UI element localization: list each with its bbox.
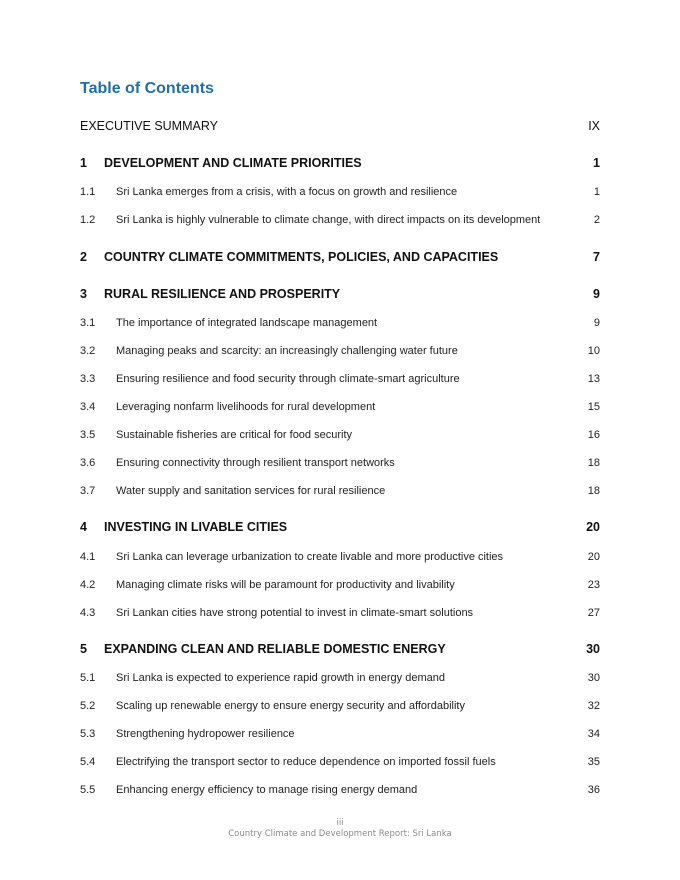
toc-chapter-number: 3 (80, 287, 87, 301)
toc-section-number: 3.1 (80, 317, 96, 329)
toc-section-page: 32 (587, 700, 600, 712)
toc-section-page: 20 (587, 551, 600, 563)
toc-section-number: 3.7 (80, 485, 96, 497)
toc-section-page: 35 (587, 756, 600, 768)
toc-section-label: Ensuring resilience and food security through climate-smart agriculture (116, 373, 460, 385)
toc-chapter-number: 4 (80, 520, 87, 534)
toc-section-number: 4.3 (80, 607, 96, 619)
toc-section-label: Managing climate risks will be paramount for productivity and livability (116, 579, 455, 591)
toc-chapter-page: 20 (586, 520, 600, 534)
toc-section-page: 23 (587, 579, 600, 591)
toc-section-page: 30 (587, 672, 600, 684)
toc-section-page: 27 (587, 607, 600, 619)
toc-section-number: 3.5 (80, 429, 96, 441)
toc-section-label: Scaling up renewable energy to ensure energy security and affordability (116, 700, 465, 712)
toc-section-label: The importance of integrated landscape management (116, 317, 378, 329)
toc-section-page: 36 (587, 784, 600, 796)
toc-chapter-label: COUNTRY CLIMATE COMMITMENTS, POLICIES, AND CAPACITIES (104, 250, 499, 264)
toc-section-number: 3.4 (80, 401, 96, 413)
toc-section-number: 5.1 (80, 672, 96, 684)
toc-section-label: Sri Lanka can leverage urbanization to create livable and more productive cities (116, 551, 504, 563)
toc-section-page: 18 (587, 485, 600, 497)
toc-section-number: 3.6 (80, 457, 96, 469)
toc-entry-label: EXECUTIVE SUMMARY (80, 119, 218, 133)
toc-chapter-label: DEVELOPMENT AND CLIMATE PRIORITIES (104, 156, 362, 170)
toc-section-label: Sri Lanka emerges from a crisis, with a focus on growth and resilience (116, 186, 458, 198)
toc-section-page: 15 (587, 401, 600, 413)
toc-section-label: Enhancing energy efficiency to manage rising energy demand (116, 784, 418, 796)
toc-chapter-label: EXPANDING CLEAN AND RELIABLE DOMESTIC ENERGY (104, 642, 446, 656)
toc-chapter-label: RURAL RESILIENCE AND PROSPERITY (104, 287, 341, 301)
toc-section-number: 3.2 (80, 345, 96, 357)
toc-section-number: 5.4 (80, 756, 96, 768)
toc-section-page: 1 (593, 186, 600, 198)
toc-section-page: 16 (587, 429, 600, 441)
toc-chapter-page: 7 (593, 250, 600, 264)
toc-section-number: 1.1 (80, 186, 96, 198)
toc-chapter-number: 2 (80, 250, 87, 264)
toc-section-number: 5.2 (80, 700, 96, 712)
footer-report-title: Country Climate and Development Report: Sri Lanka (228, 829, 452, 839)
toc-section-page: 2 (593, 214, 600, 226)
page-title: Table of Contents (80, 80, 214, 97)
toc-section-number: 5.3 (80, 728, 96, 740)
toc-section-number: 4.1 (80, 551, 96, 563)
toc-section-label: Ensuring connectivity through resilient transport networks (116, 457, 395, 469)
toc-chapter-label: INVESTING IN LIVABLE CITIES (104, 520, 288, 534)
toc-section-number: 1.2 (80, 214, 96, 226)
toc-section-label: Sri Lanka is highly vulnerable to climate change, with direct impacts on its development (116, 214, 541, 226)
toc-section-page: 9 (593, 317, 600, 329)
toc-section-label: Sustainable fisheries are critical for food security (116, 429, 352, 441)
toc-chapter-page: 1 (593, 156, 600, 170)
toc-section-label: Water supply and sanitation services for rural resilience (116, 485, 386, 497)
toc-section-label: Leveraging nonfarm livelihoods for rural development (116, 401, 376, 413)
toc-section-label: Electrifying the transport sector to reduce dependence on imported fossil fuels (116, 756, 496, 768)
toc-section-number: 3.3 (80, 373, 96, 385)
toc-section-label: Managing peaks and scarcity: an increasingly challenging water future (116, 345, 458, 357)
toc-section-page: 34 (587, 728, 600, 740)
toc-chapter-number: 1 (80, 156, 87, 170)
toc-section-number: 4.2 (80, 579, 96, 591)
toc-section-label: Strengthening hydropower resilience (116, 728, 295, 740)
toc-chapter-number: 5 (80, 642, 87, 656)
toc-chapter-page: 30 (586, 642, 600, 656)
toc-section-page: 13 (587, 373, 600, 385)
toc-entry-page: IX (588, 119, 600, 133)
toc-section-number: 5.5 (80, 784, 96, 796)
toc-section-label: Sri Lanka is expected to experience rapid growth in energy demand (116, 672, 445, 684)
toc-section-label: Sri Lankan cities have strong potential to invest in climate-smart solutions (116, 607, 474, 619)
toc-chapter-page: 9 (593, 287, 600, 301)
toc-section-page: 18 (587, 457, 600, 469)
toc-section-page: 10 (587, 345, 600, 357)
footer-page-number: iii (336, 818, 344, 828)
